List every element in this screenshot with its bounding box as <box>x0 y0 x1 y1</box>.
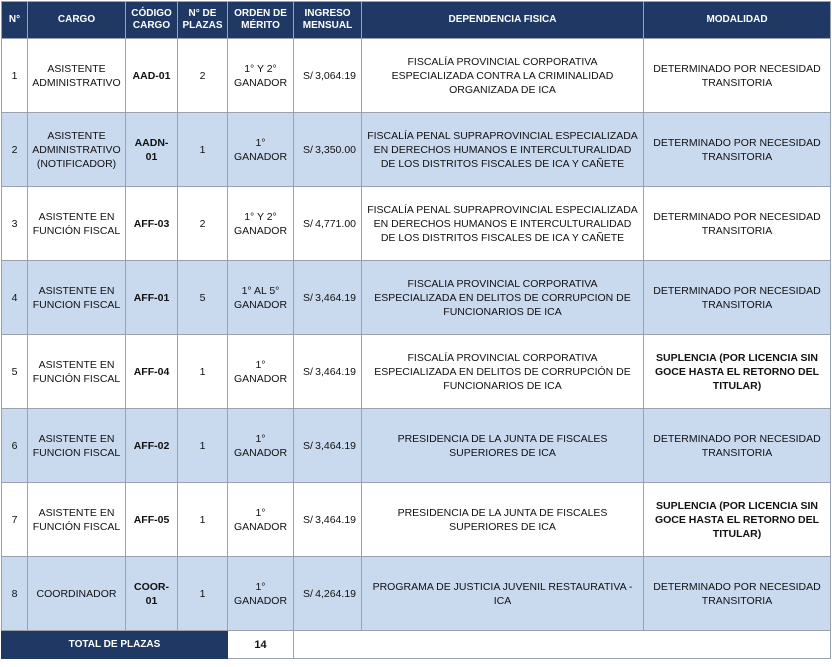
total-row <box>2 631 831 659</box>
row-orden: 1° Y 2° GANADOR <box>228 187 294 261</box>
row-dependencia-text: FISCALIA PROVINCIAL CORPORATIVA ESPECIALIZADA EN DELITOS DE CORRUPCION DE FUNCIONARIOS DE ICA <box>374 277 631 318</box>
row-orden: 1° GANADOR <box>228 113 294 187</box>
row-ingreso <box>294 113 362 187</box>
table-row <box>2 113 831 187</box>
table-row <box>2 39 831 113</box>
row-dependencia-text: PROGRAMA DE JUSTICIA JUVENIL RESTAURATIVA - ICA <box>372 580 633 607</box>
total-value: 14 <box>228 631 294 659</box>
header-dependencia: DEPENDENCIA FISICA <box>362 2 644 39</box>
row-num: 8 <box>2 557 28 631</box>
header-modalidad: MODALIDAD <box>644 2 831 39</box>
row-codigo: AFF-05 <box>126 483 178 557</box>
row-plazas: 2 <box>178 187 228 261</box>
row-orden: 1° Y 2° GANADOR <box>228 39 294 113</box>
row-cargo-text: ASISTENTE ADMINISTRATIVO <box>32 62 121 89</box>
row-modalidad: DETERMINADO POR NECESIDAD TRANSITORIA <box>644 557 831 631</box>
row-currency: S/ <box>303 587 313 600</box>
row-orden: 1° GANADOR <box>228 409 294 483</box>
header-orden: ORDEN DE MÉRITO <box>228 2 294 39</box>
row-ingreso <box>294 483 362 557</box>
row-modalidad: SUPLENCIA (POR LICENCIA SIN GOCE HASTA EL RETORNO DEL TITULAR) <box>644 483 831 557</box>
row-dependencia-text: PRESIDENCIA DE LA JUNTA DE FISCALES SUPERIORES DE ICA <box>397 506 608 533</box>
row-cargo <box>28 39 126 113</box>
row-num: 6 <box>2 409 28 483</box>
row-orden: 1° GANADOR <box>228 483 294 557</box>
row-monto: 3,464.19 <box>315 365 356 378</box>
row-monto: 3,464.19 <box>315 439 356 452</box>
row-currency: S/ <box>303 513 313 526</box>
row-dependencia <box>362 39 644 113</box>
row-codigo: AADN-01 <box>126 113 178 187</box>
header-num: N° <box>2 2 28 39</box>
row-monto: 3,464.19 <box>315 291 356 304</box>
row-cargo-text: ASISTENTE EN FUNCIÓN FISCAL <box>32 506 121 533</box>
row-ingreso <box>294 557 362 631</box>
row-cargo <box>28 113 126 187</box>
row-modalidad: SUPLENCIA (POR LICENCIA SIN GOCE HASTA EL RETORNO DEL TITULAR) <box>644 335 831 409</box>
row-monto: 3,350.00 <box>315 143 356 156</box>
row-dependencia <box>362 557 644 631</box>
row-monto: 4,264.19 <box>315 587 356 600</box>
row-cargo-text: ASISTENTE ADMINISTRATIVO (NOTIFICADOR) <box>32 129 121 170</box>
row-dependencia-text: PRESIDENCIA DE LA JUNTA DE FISCALES SUPERIORES DE ICA <box>397 432 608 459</box>
table-row <box>2 557 831 631</box>
row-plazas: 1 <box>178 113 228 187</box>
row-plazas: 2 <box>178 39 228 113</box>
header-row <box>2 2 831 39</box>
row-cargo <box>28 261 126 335</box>
row-codigo: COOR-01 <box>126 557 178 631</box>
row-plazas: 1 <box>178 557 228 631</box>
row-currency: S/ <box>303 365 313 378</box>
row-monto: 3,464.19 <box>315 513 356 526</box>
row-num: 5 <box>2 335 28 409</box>
plazas-table <box>1 1 831 659</box>
row-cargo <box>28 557 126 631</box>
row-modalidad: DETERMINADO POR NECESIDAD TRANSITORIA <box>644 409 831 483</box>
row-codigo: AFF-04 <box>126 335 178 409</box>
row-cargo <box>28 483 126 557</box>
row-dependencia <box>362 113 644 187</box>
row-dependencia-text: FISCALÍA PROVINCIAL CORPORATIVA ESPECIALIZADA CONTRA LA CRIMINALIDAD ORGANIZADA DE ICA <box>391 55 614 96</box>
row-currency: S/ <box>303 217 313 230</box>
row-ingreso <box>294 335 362 409</box>
row-currency: S/ <box>303 69 313 82</box>
row-orden: 1° GANADOR <box>228 557 294 631</box>
row-ingreso <box>294 187 362 261</box>
row-cargo-text: COORDINADOR <box>36 587 117 600</box>
row-dependencia-text: FISCALÍA PROVINCIAL CORPORATIVA ESPECIALIZADA EN DELITOS DE CORRUPCIÓN DE FUNCIONARIOS DE ICA <box>374 351 631 392</box>
header-ingreso: INGRESO MENSUAL <box>294 2 362 39</box>
table-body <box>2 39 831 659</box>
row-orden: 1° AL 5° GANADOR <box>228 261 294 335</box>
row-dependencia <box>362 483 644 557</box>
table-row <box>2 483 831 557</box>
header-cargo: CARGO <box>28 2 126 39</box>
table-row <box>2 335 831 409</box>
row-cargo-text: ASISTENTE EN FUNCION FISCAL <box>32 432 121 459</box>
row-cargo-text: ASISTENTE EN FUNCIÓN FISCAL <box>32 210 121 237</box>
row-plazas: 1 <box>178 483 228 557</box>
row-currency: S/ <box>303 291 313 304</box>
row-ingreso <box>294 409 362 483</box>
row-dependencia <box>362 187 644 261</box>
row-plazas: 5 <box>178 261 228 335</box>
row-monto: 3,064.19 <box>315 69 356 82</box>
header-codigo: CÓDIGO CARGO <box>126 2 178 39</box>
row-dependencia-text: FISCALÍA PENAL SUPRAPROVINCIAL ESPECIALIZADA EN DERECHOS HUMANOS E INTERCULTURALIDAD DE LOS DISTRITOS FISCALES DE ICA Y CAÑETE <box>367 203 638 244</box>
row-currency: S/ <box>303 143 313 156</box>
header-plazas: N° DE PLAZAS <box>178 2 228 39</box>
row-dependencia <box>362 335 644 409</box>
row-dependencia <box>362 409 644 483</box>
row-cargo-text: ASISTENTE EN FUNCIÓN FISCAL <box>32 358 121 385</box>
row-codigo: AAD-01 <box>126 39 178 113</box>
row-ingreso <box>294 39 362 113</box>
total-label: TOTAL DE PLAZAS <box>2 631 228 659</box>
row-codigo: AFF-01 <box>126 261 178 335</box>
row-plazas: 1 <box>178 335 228 409</box>
row-modalidad: DETERMINADO POR NECESIDAD TRANSITORIA <box>644 261 831 335</box>
row-dependencia <box>362 261 644 335</box>
row-modalidad: DETERMINADO POR NECESIDAD TRANSITORIA <box>644 39 831 113</box>
row-num: 7 <box>2 483 28 557</box>
row-cargo <box>28 335 126 409</box>
row-num: 2 <box>2 113 28 187</box>
row-num: 4 <box>2 261 28 335</box>
row-plazas: 1 <box>178 409 228 483</box>
row-num: 3 <box>2 187 28 261</box>
table-row <box>2 409 831 483</box>
row-codigo: AFF-02 <box>126 409 178 483</box>
row-dependencia-text: FISCALÍA PENAL SUPRAPROVINCIAL ESPECIALIZADA EN DERECHOS HUMANOS E INTERCULTURALIDAD DE LOS DISTRITOS FISCALES DE ICA Y CAÑETE <box>367 129 638 170</box>
row-currency: S/ <box>303 439 313 452</box>
row-codigo: AFF-03 <box>126 187 178 261</box>
row-orden: 1° GANADOR <box>228 335 294 409</box>
row-cargo <box>28 187 126 261</box>
table-row <box>2 187 831 261</box>
row-ingreso <box>294 261 362 335</box>
row-cargo-text: ASISTENTE EN FUNCION FISCAL <box>32 284 121 311</box>
table-row <box>2 261 831 335</box>
row-cargo <box>28 409 126 483</box>
row-monto: 4,771.00 <box>315 217 356 230</box>
row-modalidad: DETERMINADO POR NECESIDAD TRANSITORIA <box>644 187 831 261</box>
row-modalidad: DETERMINADO POR NECESIDAD TRANSITORIA <box>644 113 831 187</box>
total-empty-cell <box>294 631 831 659</box>
row-num: 1 <box>2 39 28 113</box>
